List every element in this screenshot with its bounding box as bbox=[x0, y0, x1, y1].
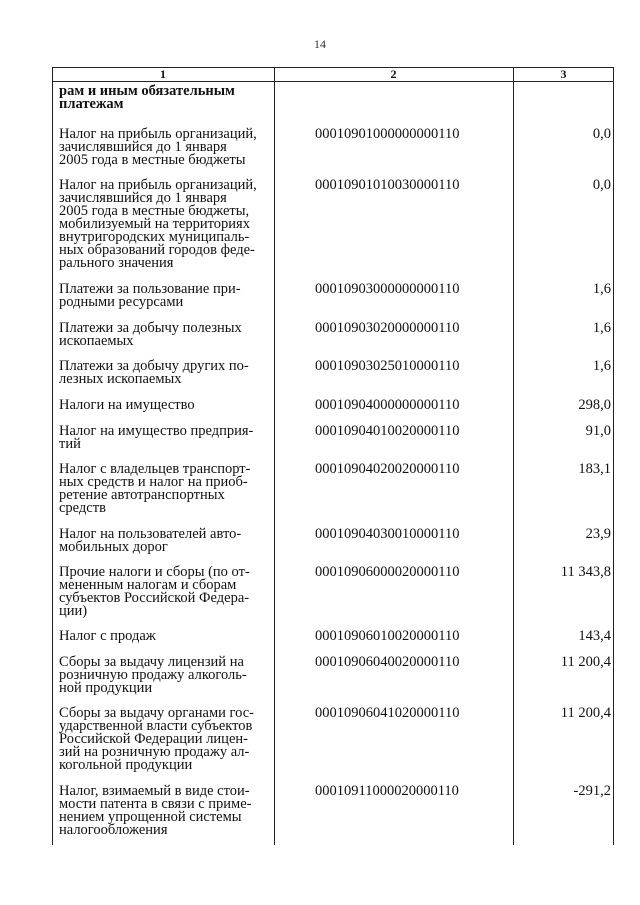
row-name: Платежи за добычу других по- лезных ископаемых bbox=[59, 358, 249, 387]
row-value: 1,6 bbox=[592, 320, 611, 336]
row-code: 00010904000000000110 bbox=[315, 397, 460, 413]
budget-table bbox=[52, 67, 614, 845]
row-name: Платежи за пользование при- родными ресурсами bbox=[59, 281, 241, 310]
row-value: 0,0 bbox=[592, 177, 611, 193]
row-name: Налог на прибыль организаций, зачислявшийся до 1 января 2005 года в местные бюджеты, мобилизуемый на территориях внутригородских муниципаль- ных образований городов феде- рального значения bbox=[59, 177, 257, 271]
page-number: 14 bbox=[314, 37, 326, 51]
row-value: 11 200,4 bbox=[560, 705, 611, 721]
row-code: 00010904030010000110 bbox=[315, 526, 460, 542]
column-divider-2 bbox=[513, 67, 514, 845]
row-name: Налог с владельцев транспорт- ных средств и налог на приоб- ретение автотранспортных средств bbox=[59, 461, 251, 516]
row-value: 11 343,8 bbox=[560, 564, 611, 580]
row-name: Сборы за выдачу лицензий на розничную продажу алкоголь- ной продукции bbox=[59, 654, 247, 696]
row-value: -291,2 bbox=[573, 783, 611, 799]
row-value: 1,6 bbox=[592, 358, 611, 374]
row-name: Налог на пользователей авто- мобильных дорог bbox=[59, 526, 242, 555]
row-name: рам и иным обязательным платежам bbox=[59, 83, 235, 112]
table-border-right bbox=[613, 67, 614, 845]
row-code: 00010903000000000110 bbox=[315, 281, 460, 297]
row-value: 91,0 bbox=[585, 423, 611, 439]
row-code: 00010901010030000110 bbox=[315, 177, 460, 193]
row-code: 00010906010020000110 bbox=[315, 628, 460, 644]
row-code: 00010901000000000110 bbox=[315, 126, 460, 142]
row-code: 00010906041020000110 bbox=[315, 705, 460, 721]
row-name: Налог на прибыль организаций, зачислявшийся до 1 января 2005 года в местные бюджеты bbox=[59, 126, 257, 168]
row-value: 183,1 bbox=[578, 461, 611, 477]
row-code: 00010903025010000110 bbox=[315, 358, 460, 374]
row-name: Налог на имущество предприя- тий bbox=[59, 423, 254, 452]
column-header-2: 2 bbox=[390, 67, 397, 81]
row-code: 00010904010020000110 bbox=[315, 423, 460, 439]
row-name: Налоги на имущество bbox=[59, 397, 195, 413]
row-name: Сборы за выдачу органами гос- ударственной власти субъектов Российской Федерации лицен- зий на розничную продажу ал- когольной продукции bbox=[59, 705, 254, 773]
row-value: 143,4 bbox=[578, 628, 611, 644]
row-code: 00010911000020000110 bbox=[315, 783, 459, 799]
row-code: 00010906000020000110 bbox=[315, 564, 460, 580]
row-code: 00010906040020000110 bbox=[315, 654, 460, 670]
column-header-1: 1 bbox=[160, 67, 166, 81]
row-code: 00010904020020000110 bbox=[315, 461, 460, 477]
row-value: 11 200,4 bbox=[560, 654, 611, 670]
row-value: 1,6 bbox=[592, 281, 611, 297]
table-header bbox=[52, 67, 614, 82]
row-name: Прочие налоги и сборы (по от- мененным налогам и сборам субъектов Российской Федера- ции) bbox=[59, 564, 250, 619]
row-name: Платежи за добычу полезных ископаемых bbox=[59, 320, 242, 349]
column-divider-1 bbox=[274, 67, 275, 845]
row-value: 298,0 bbox=[578, 397, 611, 413]
column-header-3: 3 bbox=[560, 67, 567, 81]
row-name: Налог, взимаемый в виде стои- мости патента в связи с приме- нением упрощенной системы налогообложения bbox=[59, 783, 252, 838]
row-code: 00010903020000000110 bbox=[315, 320, 460, 336]
row-name: Налог с продаж bbox=[59, 628, 156, 644]
row-value: 23,9 bbox=[585, 526, 611, 542]
row-value: 0,0 bbox=[592, 126, 611, 142]
table-border-left bbox=[52, 67, 53, 845]
